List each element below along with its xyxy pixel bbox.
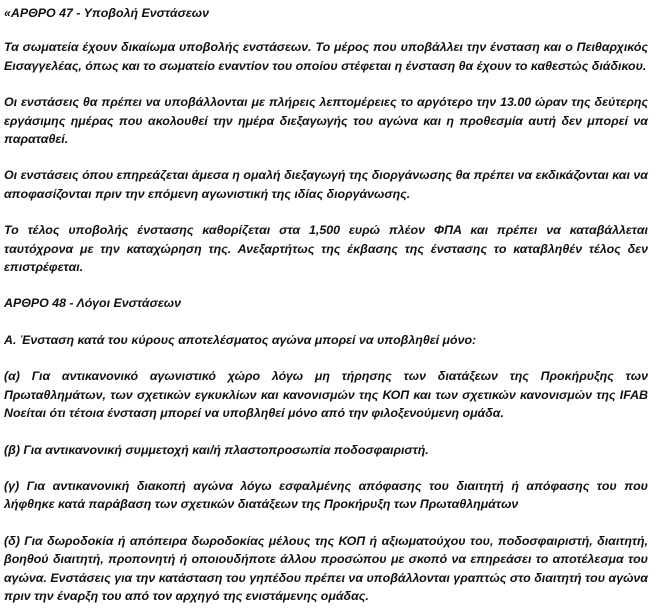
document-page: [4, 0, 648, 605]
article-47-paragraph-3: Οι ενστάσεις όπου επηρεάζεται άμεσα η ομαλή διεξαγωγή της διοργάνωσης θα πρέπει να εκδικάζονται και να αποφασίζονται πριν την επόμενη αγωνιστική της ιδίας διοργάνωσης.: [4, 168, 648, 201]
article-48-item-a: (α) Για αντικανονικό αγωνιστικό χώρο λόγω μη τήρησης των διατάξεων της Προκήρυξης των Πρωταθλημάτων, των σχετικών εγκυκλίων και κανονισμών της ΚΟΠ και των σχετικών κανονισμών της IFAB Νοείται ότι τέτοια ένσταση μπορεί να υποβληθεί μόνο από την φιλοξενούμενη ομάδα.: [4, 369, 648, 421]
article-48-item-b: (β) Για αντικανονική συμμετοχή και/ή πλαστοπροσωπία ποδοσφαιριστή.: [4, 442, 429, 457]
article-48-intro: Α. Ένσταση κατά του κύρους αποτελέσματος αγώνα μπορεί να υποβληθεί μόνο:: [4, 332, 477, 347]
article-48-item-d: (δ) Για δωροδοκία ή απόπειρα δωροδοκίας μέλους της ΚΟΠ ή αξιωματούχου του, ποδοσφαιριστή, διαιτητή, βοηθού διαιτητή, προπονητή ή οποιουδήποτε άλλου προσώπου με σκοπό να επηρεάσει το αποτέλεσμα του αγώνα. Ενστάσεις για την κατάσταση του γηπέδου πρέπει να υποβάλλονται γραπτώς στο διαιτητή του αγώνα πριν την έναρξη του από τον αρχηγό της ενιστάμενης ομάδας.: [4, 533, 648, 603]
article-48-heading: ΑΡΘΡΟ 48 - Λόγοι Ενστάσεων: [4, 296, 181, 311]
article-47-paragraph-1: Τα σωματεία έχουν δικαίωμα υποβολής ενστάσεων. Το μέρος που υποβάλλει την ένσταση και ο Πειθαρχικός Εισαγγελέας, όπως και το σωματείο εναντίον του οποίου στέφεται η ένσταση θα έχουν το καθεστώς διάδικου.: [4, 40, 648, 73]
article-47-heading: «ΑΡΘΡΟ 47 - Υποβολή Ενστάσεων: [4, 6, 209, 20]
article-47-paragraph-2: Οι ενστάσεις θα πρέπει να υποβάλλονται με πλήρεις λεπτομέρειες το αργότερο την 13.00 ώραν της δεύτερης εργάσιμης ημέρας που ακολουθεί την ημέρα διεξαγωγής του αγώνα και η προθεσμία αυτή δεν μπορεί να παραταθεί.: [4, 95, 648, 147]
article-47-paragraph-4: Το τέλος υποβολής ένστασης καθορίζεται στα 1,500 ευρώ πλέον ΦΠΑ και πρέπει να καταβάλλεται ταυτόχρονα με την καταχώρηση της. Ανεξαρτήτως της έκβασης της ένστασης το καταβληθέν τέλος δεν επιστρέφεται.: [4, 223, 648, 275]
article-48-item-c: (γ) Για αντικανονική διακοπή αγώνα λόγω εσφαλμένης απόφασης του διαιτητή ή απόφασης του που λήφθηκε κατά παράβαση των σχετικών διατάξεων της Προκήρυξη των Πρωταθλημάτων: [4, 478, 648, 512]
